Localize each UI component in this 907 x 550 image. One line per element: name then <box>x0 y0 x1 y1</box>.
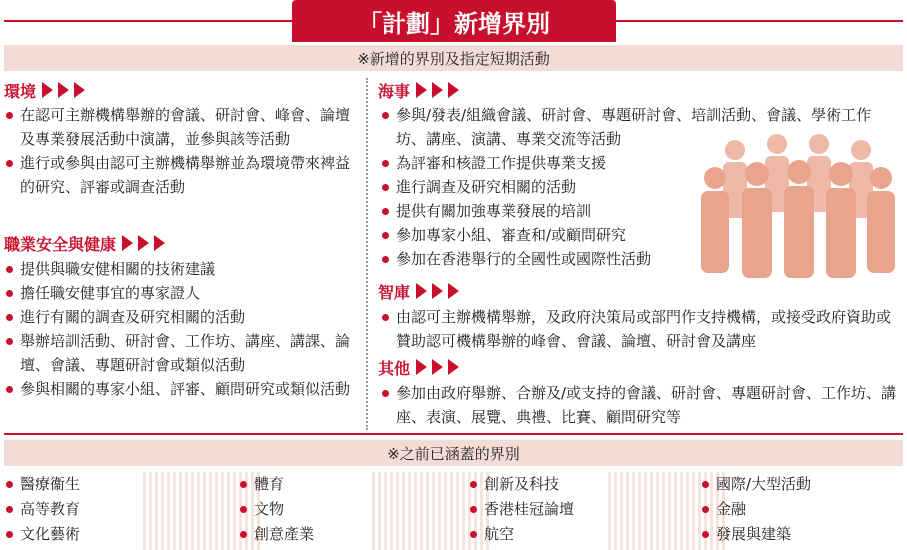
list-item: 創新及科技 <box>468 472 574 497</box>
list-item: 提供有關加強專業發展的培訓 <box>380 199 710 223</box>
list-thinktank <box>380 305 900 353</box>
category-thinktank <box>378 280 464 302</box>
list-item: 文物 <box>238 497 314 522</box>
list-item: 進行有關的調查及研究相關的活動 <box>4 305 354 329</box>
bullet-icon <box>6 506 13 513</box>
bullet-icon <box>382 390 389 397</box>
covered-column-1 <box>4 472 80 547</box>
bullet-icon <box>6 266 13 273</box>
bullet-icon <box>382 160 389 167</box>
category-heading: 海事 <box>378 81 411 101</box>
list-item: 參加由政府舉辦、合辦及/或支持的會議、研討會、專題研討會、工作坊、講座、表演、展覽、典禮、比賽、顧問研究等 <box>380 381 900 429</box>
bullet-icon <box>240 506 247 513</box>
category-environment <box>4 79 90 101</box>
arrow-icon <box>42 82 90 98</box>
list-item: 在認可主辦機構舉辦的會議、研討會、峰會、論壇及專業發展活動中演講，並參與該等活動 <box>4 103 354 151</box>
bullet-icon <box>470 531 477 538</box>
bullet-icon <box>6 160 13 167</box>
list-item: 參加專家小組、審查和/或顧問研究 <box>380 223 710 247</box>
category-heading: 環境 <box>4 81 37 101</box>
bullet-icon <box>702 531 709 538</box>
page-title: 「計劃」新增界別 <box>292 0 616 42</box>
list-item: 參與/發表/組織會議、研討會、專題研討會、培訓活動、會議、學術工作坊、講座、演講、專業交流等活動 <box>380 103 900 151</box>
title-rule-left <box>4 20 292 22</box>
bullet-icon <box>6 386 13 393</box>
list-environment <box>4 103 354 199</box>
list-maritime-cont <box>380 151 710 271</box>
list-others <box>380 381 900 429</box>
bullet-icon <box>702 506 709 513</box>
list-item: 參與相關的專家小組、評審、顧問研究或類似活動 <box>4 377 354 401</box>
category-heading: 其他 <box>378 358 411 378</box>
list-item: 金融 <box>700 497 811 522</box>
bullet-icon <box>470 481 477 488</box>
list-item: 進行調查及研究相關的活動 <box>380 175 710 199</box>
bullet-icon <box>6 481 13 488</box>
bullet-icon <box>6 338 13 345</box>
bullet-icon <box>702 481 709 488</box>
bullet-icon <box>470 506 477 513</box>
bullet-icon <box>6 112 13 119</box>
list-item: 香港桂冠論壇 <box>468 497 574 522</box>
covered-column-2 <box>238 472 314 547</box>
list-item: 國際/大型活動 <box>700 472 811 497</box>
list-item: 由認可主辦機構舉辦，及政府決策局或部門作支持機構，或接受政府資助或贊助認可機構舉辦的峰會、會議、論壇、研討會及講座 <box>380 305 900 353</box>
section-divider <box>4 433 903 435</box>
list-item: 舉辦培訓活動、研討會、工作坊、講座、講課、論壇、會議、專題研討會或類似活動 <box>4 329 354 377</box>
list-item: 參加在香港舉行的全國性或國際性活動 <box>380 247 710 271</box>
list-maritime <box>380 103 900 151</box>
section-bar-new: ※新增的界別及指定短期活動 <box>4 45 903 71</box>
list-item: 文化藝術 <box>4 522 80 547</box>
covered-column-4 <box>700 472 811 547</box>
bullet-icon <box>6 290 13 297</box>
title-banner <box>0 0 907 42</box>
column-divider <box>366 78 368 430</box>
list-item: 創意產業 <box>238 522 314 547</box>
bullet-icon <box>6 314 13 321</box>
category-ohs <box>4 232 170 254</box>
bullet-icon <box>382 232 389 239</box>
category-maritime <box>378 79 464 101</box>
title-rule-right <box>616 20 903 22</box>
bullet-icon <box>382 314 389 321</box>
arrow-icon <box>416 359 464 375</box>
covered-column-3 <box>468 472 574 547</box>
list-item: 擔任職安健事宜的專家證人 <box>4 281 354 305</box>
bullet-icon <box>382 208 389 215</box>
bullet-icon <box>382 184 389 191</box>
arrow-icon <box>416 283 464 299</box>
list-item: 醫療衞生 <box>4 472 80 497</box>
category-heading: 智庫 <box>378 282 411 302</box>
list-item: 體育 <box>238 472 314 497</box>
bullet-icon <box>6 531 13 538</box>
section-bar-covered: ※之前已涵蓋的界別 <box>4 440 903 466</box>
bullet-icon <box>382 256 389 263</box>
list-ohs <box>4 257 354 401</box>
category-heading: 職業安全與健康 <box>4 234 117 254</box>
list-item: 提供與職安健相關的技術建議 <box>4 257 354 281</box>
list-item: 航空 <box>468 522 574 547</box>
bullet-icon <box>240 531 247 538</box>
bullet-icon <box>382 112 389 119</box>
arrow-icon <box>416 82 464 98</box>
arrow-icon <box>122 235 170 251</box>
list-item: 發展與建築 <box>700 522 811 547</box>
list-item: 進行或參與由認可主辦機構舉辦並為環境帶來裨益的研究、評審或調查活動 <box>4 151 354 199</box>
category-others <box>378 356 464 378</box>
list-item: 高等教育 <box>4 497 80 522</box>
list-item: 為評審和核證工作提供專業支援 <box>380 151 710 175</box>
bullet-icon <box>240 481 247 488</box>
